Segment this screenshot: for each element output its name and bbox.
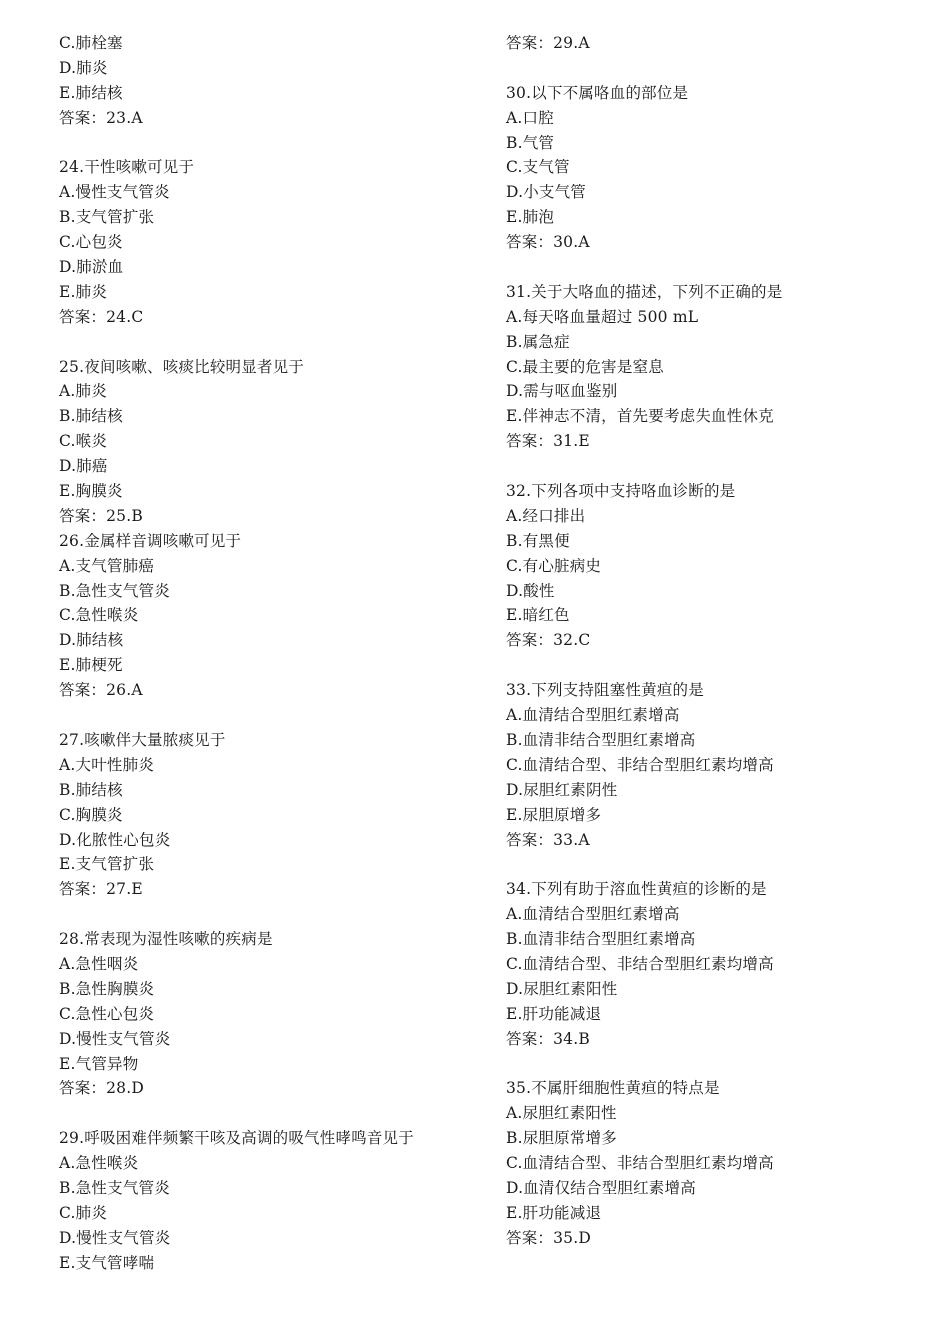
option-line: C.心包炎 — [59, 233, 123, 252]
option-line: E.支气管哮喘 — [59, 1253, 155, 1272]
option-line: A.经口排出 — [506, 506, 586, 525]
option-line: E.胸膜炎 — [59, 482, 123, 501]
option-line: E.肝功能减退 — [506, 1203, 602, 1222]
question-stem: 31.关于大咯血的描述，下列不正确的是 — [506, 282, 783, 301]
spacer — [59, 902, 479, 927]
question-stem: 32.下列各项中支持咯血诊断的是 — [506, 482, 736, 501]
option-line: B.有黑便 — [506, 531, 570, 550]
option-line: A.肺炎 — [59, 382, 107, 401]
option-line: D.小支气管 — [506, 183, 587, 202]
question-stem: 25.夜间咳嗽、咳痰比较明显者见于 — [59, 357, 305, 376]
option-line: A.慢性支气管炎 — [59, 183, 170, 202]
option-line: E.肺泡 — [506, 208, 555, 227]
spacer — [506, 56, 926, 81]
right-column — [506, 31, 926, 1251]
option-line: D.肺炎 — [59, 58, 108, 77]
option-line: D.肺淤血 — [59, 258, 124, 277]
option-line: D.肺结核 — [59, 631, 124, 650]
option-line: D.化脓性心包炎 — [59, 830, 171, 849]
spacer — [59, 131, 479, 156]
option-line: D.尿胆红素阴性 — [506, 780, 618, 799]
option-line: B.血清非结合型胆红素增高 — [506, 930, 696, 949]
option-line: E.肺梗死 — [59, 656, 123, 675]
answer-line: 答案：29.A — [506, 34, 590, 52]
option-line: E.支气管扩张 — [59, 855, 155, 874]
option-line: C.有心脏病史 — [506, 556, 602, 575]
option-line: E.尿胆原增多 — [506, 805, 602, 824]
option-line: D.需与呕血鉴别 — [506, 382, 618, 401]
answer-line: 答案：26.A — [59, 681, 143, 700]
option-line: C.肺炎 — [59, 1203, 108, 1222]
option-line: A.血清结合型胆红素增高 — [506, 905, 680, 924]
option-line: A.大叶性肺炎 — [59, 755, 155, 774]
option-line: B.属急症 — [506, 332, 570, 351]
option-line: A.口腔 — [506, 108, 554, 127]
option-line: C.肺栓塞 — [59, 34, 123, 52]
question-stem: 27.咳嗽伴大量脓痰见于 — [59, 730, 226, 749]
option-line: D.尿胆红素阳性 — [506, 979, 618, 998]
spacer — [506, 454, 926, 479]
answer-line: 答案：28.D — [59, 1079, 144, 1098]
option-line: A.支气管肺癌 — [59, 556, 155, 575]
option-line: E.肺结核 — [59, 83, 123, 102]
answer-line: 答案：33.A — [506, 830, 590, 849]
spacer — [506, 653, 926, 678]
spacer — [59, 703, 479, 728]
option-line: A.尿胆红素阳性 — [506, 1104, 617, 1123]
option-line: E.肝功能减退 — [506, 1004, 602, 1023]
spacer — [506, 852, 926, 877]
answer-line: 答案：31.E — [506, 432, 590, 451]
option-line: C.血清结合型、非结合型胆红素均增高 — [506, 1154, 774, 1173]
question-stem: 30.以下不属咯血的部位是 — [506, 83, 689, 102]
option-line: C.最主要的危害是窒息 — [506, 357, 664, 376]
option-line: B.支气管扩张 — [59, 208, 155, 227]
option-line: B.急性支气管炎 — [59, 1178, 170, 1197]
option-line: C.喉炎 — [59, 432, 108, 451]
option-line: B.急性胸膜炎 — [59, 979, 155, 998]
answer-line: 答案：35.D — [506, 1228, 591, 1247]
option-line: E.气管异物 — [59, 1054, 139, 1073]
answer-line: 答案：23.A — [59, 108, 143, 127]
answer-line: 答案：32.C — [506, 631, 591, 650]
option-line: D.血清仅结合型胆红素增高 — [506, 1178, 696, 1197]
answer-line: 答案：34.B — [506, 1029, 590, 1048]
spacer — [59, 330, 479, 355]
answer-line: 答案：24.C — [59, 307, 144, 326]
option-line: A.急性咽炎 — [59, 954, 139, 973]
option-line: B.肺结核 — [59, 780, 123, 799]
question-stem: 26.金属样音调咳嗽可见于 — [59, 531, 242, 550]
option-line: B.肺结核 — [59, 407, 123, 426]
option-line: E.伴神志不清，首先要考虑失血性休克 — [506, 407, 774, 426]
option-line: B.气管 — [506, 133, 555, 152]
spacer — [506, 1052, 926, 1077]
option-line: C.急性喉炎 — [59, 606, 139, 625]
spacer — [506, 255, 926, 280]
option-line: D.肺癌 — [59, 457, 108, 476]
option-line: A.血清结合型胆红素增高 — [506, 706, 680, 725]
option-line: D.酸性 — [506, 581, 555, 600]
question-stem: 24.干性咳嗽可见于 — [59, 158, 195, 177]
answer-line: 答案：30.A — [506, 233, 590, 252]
question-stem: 28.常表现为湿性咳嗽的疾病是 — [59, 930, 273, 949]
option-line: C.胸膜炎 — [59, 805, 123, 824]
answer-line: 答案：25.B — [59, 506, 143, 525]
option-line: C.支气管 — [506, 158, 570, 177]
option-line: E.暗红色 — [506, 606, 570, 625]
option-line: C.血清结合型、非结合型胆红素均增高 — [506, 954, 774, 973]
question-stem: 34.下列有助于溶血性黄疸的诊断的是 — [506, 880, 767, 899]
option-line: C.急性心包炎 — [59, 1004, 155, 1023]
spacer — [59, 1101, 479, 1126]
option-line: E.肺炎 — [59, 282, 108, 301]
question-stem: 35.不属肝细胞性黄疸的特点是 — [506, 1079, 720, 1098]
option-line: C.血清结合型、非结合型胆红素均增高 — [506, 755, 774, 774]
question-stem: 33.下列支持阻塞性黄疸的是 — [506, 681, 704, 700]
answer-line: 答案：27.E — [59, 880, 143, 899]
option-line: B.血清非结合型胆红素增高 — [506, 730, 696, 749]
option-line: B.急性支气管炎 — [59, 581, 170, 600]
option-line: D.慢性支气管炎 — [59, 1029, 171, 1048]
option-line: B.尿胆原常增多 — [506, 1129, 617, 1148]
option-line: A.每天咯血量超过 500 mL — [506, 307, 699, 326]
left-column — [59, 31, 479, 1276]
option-line: A.急性喉炎 — [59, 1154, 139, 1173]
option-line: D.慢性支气管炎 — [59, 1228, 171, 1247]
question-stem: 29.呼吸困难伴频繁干咳及高调的吸气性哮鸣音见于 — [59, 1129, 414, 1148]
